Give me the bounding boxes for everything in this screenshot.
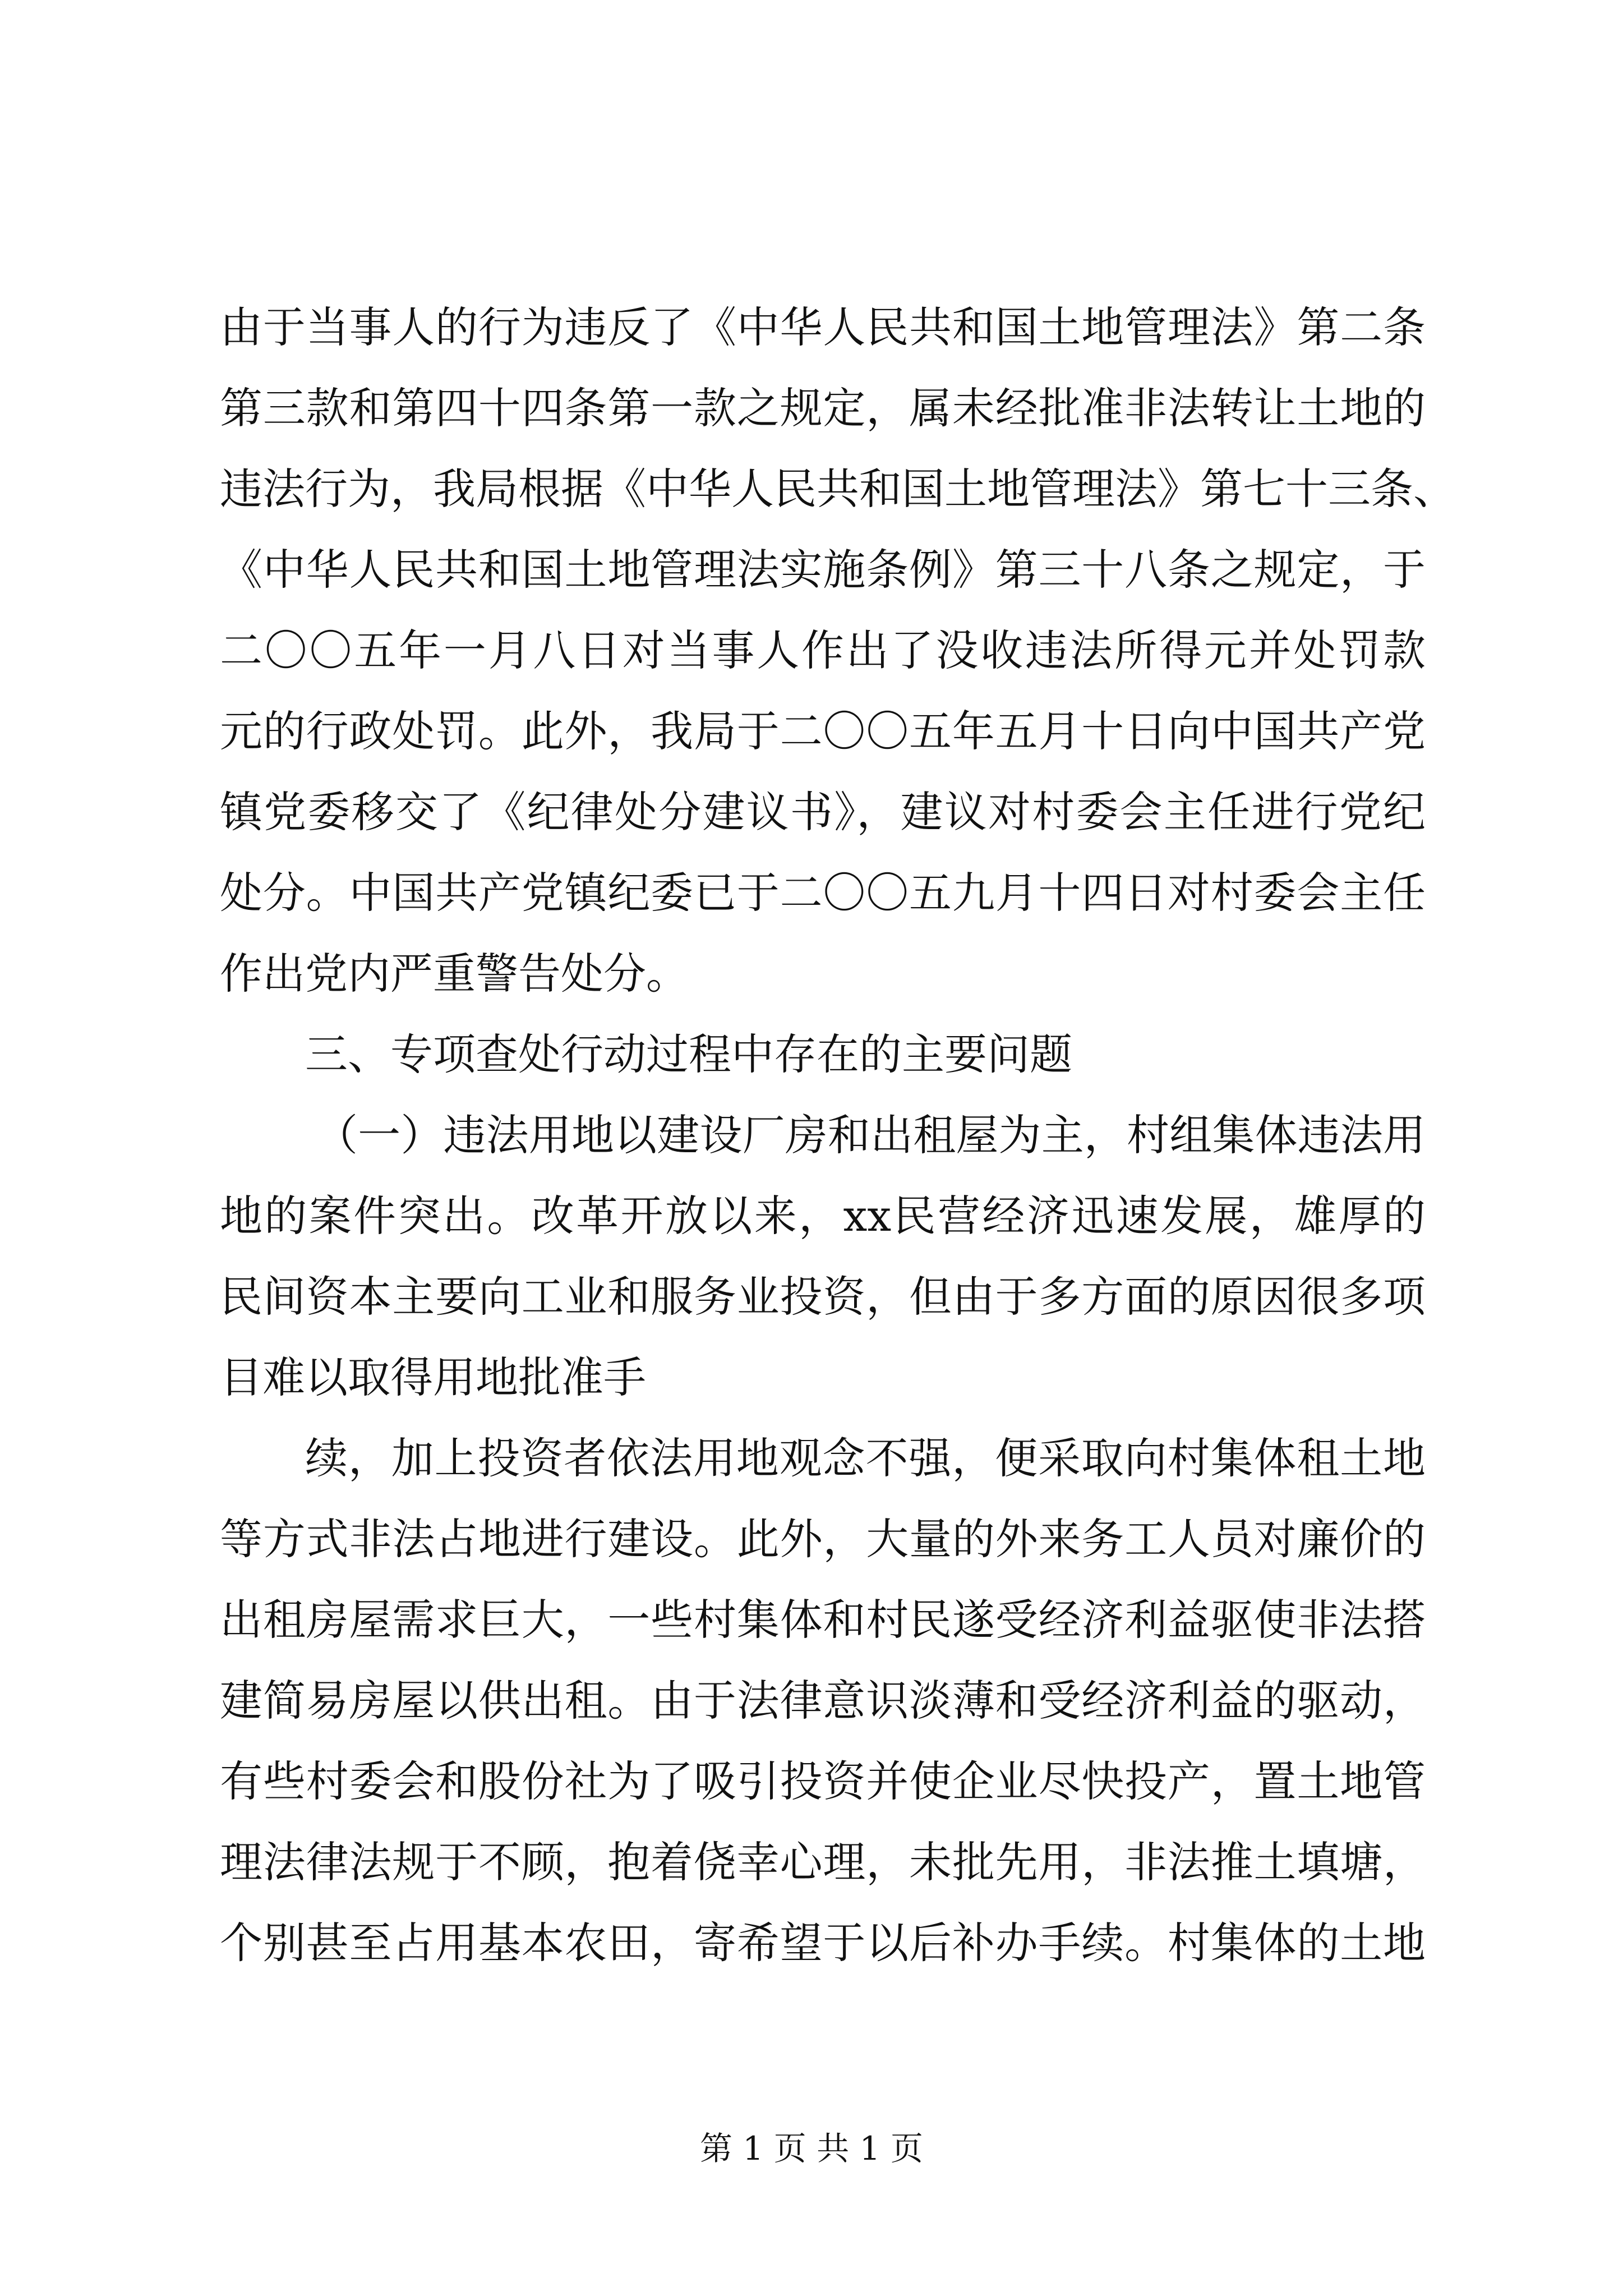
text-line: 作出党内严重警告处分。 [220, 949, 689, 999]
text-line: 第三款和第四十四条第一款之规定，属未经批准非法转让土地的 [220, 383, 1426, 433]
text-line: 《中华人民共和国土地管理法实施条例》第三十八条之规定，于 [220, 545, 1426, 595]
text-line: 出租房屋需求巨大，一些村集体和村民遂受经济利益驱使非法搭 [220, 1595, 1426, 1645]
text-line: 民间资本主要向工业和服务业投资，但由于多方面的原因很多项 [220, 1272, 1426, 1322]
subsection-first-line: （一）违法用地以建设厂房和出租屋为主，村组集体违法用 [315, 1110, 1426, 1160]
text-line: 地的案件突出。改革开放以来，xx民营经济迅速发展，雄厚的 [220, 1191, 1426, 1241]
text-line: 元的行政处罚。此外，我局于二〇〇五年五月十日向中国共产党 [220, 706, 1426, 756]
text-line: 处分。中国共产党镇纪委已于二〇〇五九月十四日对村委会主任 [220, 868, 1426, 918]
text-line: 理法律法规于不顾，抱着侥幸心理，未批先用，非法推土填塘， [220, 1837, 1426, 1887]
document-body [220, 287, 1456, 1984]
text-line: 有些村委会和股份社为了吸引投资并使企业尽快投产，置土地管 [220, 1756, 1426, 1806]
section-heading: 三、专项查处行动过程中存在的主要问题 [305, 1029, 1072, 1079]
text-line: 目难以取得用地批准手 [220, 1352, 646, 1402]
text-line: 由于当事人的行为违反了《中华人民共和国土地管理法》第二条 [220, 302, 1426, 352]
text-line: 镇党委移交了《纪律处分建议书》，建议对村委会主任进行党纪 [220, 787, 1426, 837]
page-number: 第 1 页 共 1 页 [700, 2129, 923, 2168]
text-line: 建简易房屋以供出租。由于法律意识淡薄和受经济利益的驱动， [220, 1676, 1426, 1726]
paragraph-first-line: 续，加上投资者依法用地观念不强，便采取向村集体租土地 [305, 1433, 1426, 1483]
text-line: 等方式非法占地进行建设。此外，大量的外来务工人员对廉价的 [220, 1514, 1426, 1564]
text-line: 个别甚至占用基本农田，寄希望于以后补办手续。村集体的土地 [220, 1918, 1426, 1968]
text-line: 二〇〇五年一月八日对当事人作出了没收违法所得元并处罚款 [220, 625, 1426, 675]
text-line: 违法行为，我局根据《中华人民共和国土地管理法》第七十三条、 [220, 464, 1456, 514]
page-footer [0, 2126, 1623, 2171]
